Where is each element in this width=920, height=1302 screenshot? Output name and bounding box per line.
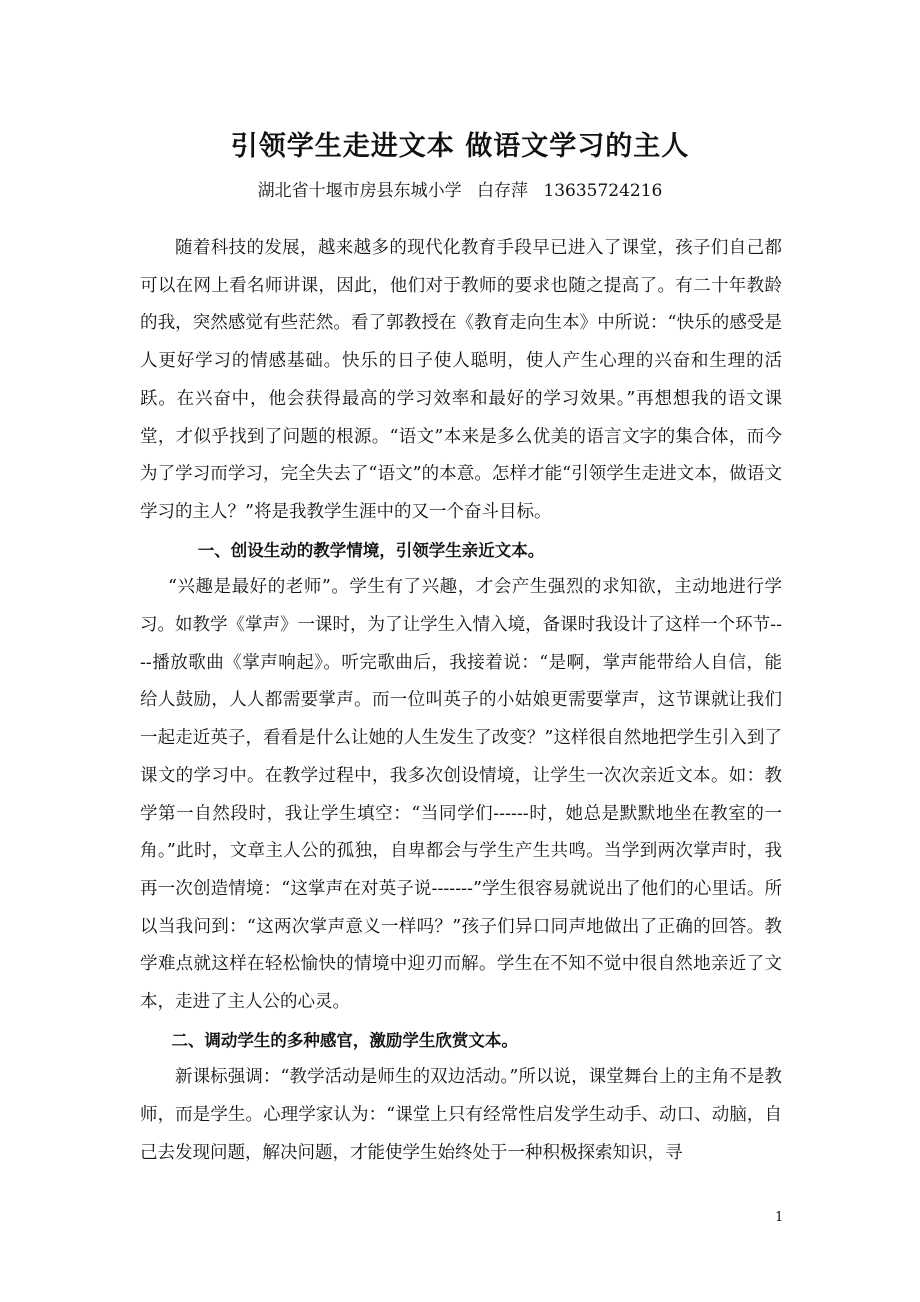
section-1-paragraph: “兴趣是最好的老师”。学生有了兴趣，才会产生强烈的求知欲，主动地进行学习。如教学《掌声》一课时，为了让学生入情入境，备课时我设计了这样一个环节----播放歌曲《掌声响起》。听完歌曲后，我接着说：“是啊，掌声能带给人自信，能给人鼓励，人人都需要掌声。而一位叫英子的小姑娘更需要掌声，这节课就让我们一起走近英子，看看是什么让她的人生发生了改变？”这样很自然地把学生引入到了课文的学习中。在教学过程中，我多次创设情境，让学生一次次亲近文本。如：教学第一自然段时，我让学生填空：“当同学们------时，她总是默默地坐在教室的一角。”此时，文章主人公的孤独，自卑都会与学生产生共鸣。当学到两次掌声时，我再一次创造情境：“这掌声在对英子说-------”学生很容易就说出了他们的心里话。所以当我问到：“这两次掌声意义一样吗？”孩子们异口同声地做出了正确的回答。教学难点就这样在轻松愉快的情境中迎刃而解。学生在不知不觉中很自然地亲近了文本，走进了主人公的心灵。 <box>140 577 782 1013</box>
document-title: 引领学生走进文本 做语文学习的主人 <box>230 131 690 162</box>
page-number: 1 <box>775 1210 784 1225</box>
section-2-paragraph: 新课标强调：“教学活动是师生的双边活动。”所以说，课堂舞台上的主角不是教师，而是学生。心理学家认为：“课堂上只有经常性启发学生动手、动口、动脑，自己去发现问题，解决问题，才能使学生始终处于一种积极探索知识，寻 <box>140 1067 782 1163</box>
intro-paragraph: 随着科技的发展，越来越多的现代化教育手段早已进入了课堂，孩子们自己都可以在网上看名师讲课，因此，他们对于教师的要求也随之提高了。有二十年教龄的我，突然感觉有些茫然。看了郭教授在《教育走向生本》中所说：“快乐的感受是人更好学习的情感基础。快乐的日子使人聪明，使人产生心理的兴奋和生理的活跃。在兴奋中，他会获得最高的学习效率和最好的学习效果。”再想想我的语文课堂，才似乎找到了问题的根源。“语文”本来是多么优美的语言文字的集合体，而今为了学习而学习，完全失去了“语文”的本意。怎样才能“引领学生走进文本，做语文学习的主人？”将是我教学生涯中的又一个奋斗目标。 <box>140 238 782 522</box>
document-body <box>140 230 782 1173</box>
author-byline: 湖北省十堰市房县东城小学 白存萍 13635724216 <box>257 181 663 201</box>
section-heading-2: 二、调动学生的多种感官，激励学生欣赏文本。 <box>171 1030 518 1050</box>
section-heading-1: 一、创设生动的教学情境，引领学生亲近文本。 <box>197 540 545 560</box>
